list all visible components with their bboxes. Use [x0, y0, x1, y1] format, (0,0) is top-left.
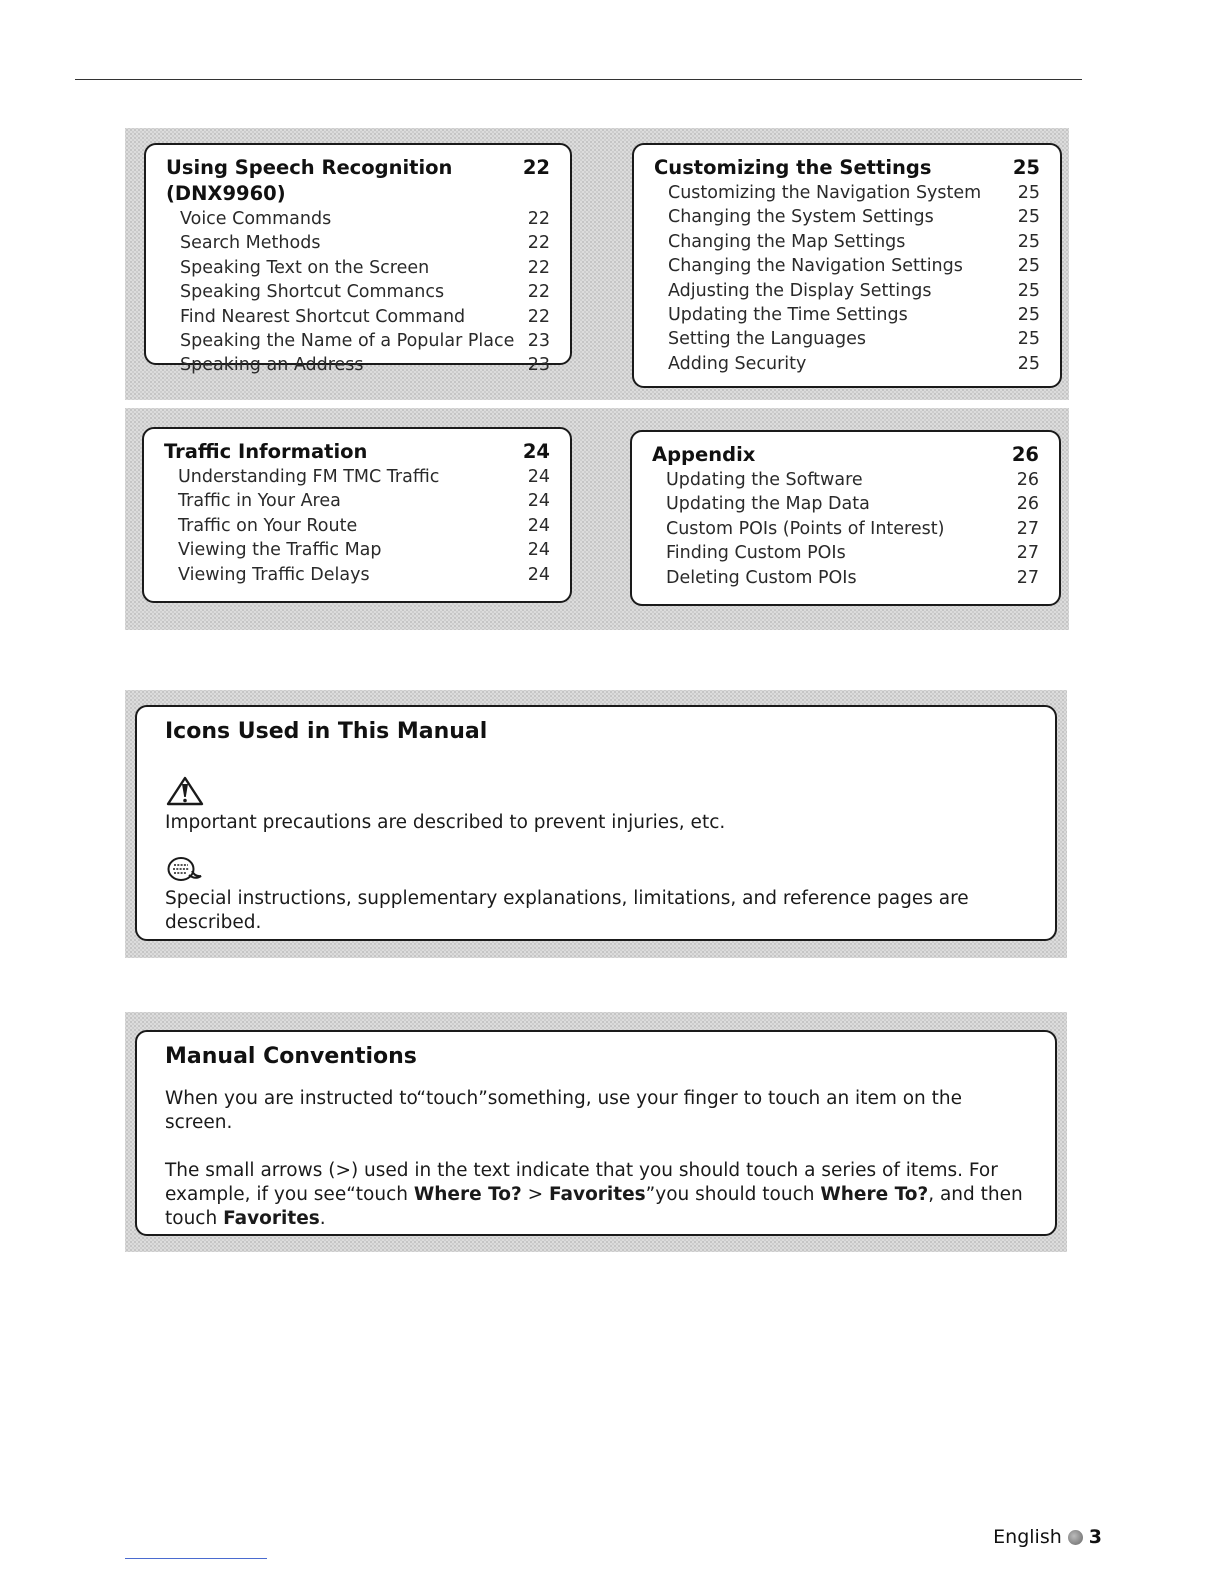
- toc-entry-page: 25: [1017, 256, 1040, 277]
- toc-entry-page: 25: [1017, 353, 1040, 374]
- toc-entry-label: Updating the Map Data: [666, 494, 870, 515]
- toc-entry-page: 25: [1017, 207, 1040, 228]
- toc-entry-page: 22: [527, 282, 550, 303]
- toc-entry-label: Traffic in Your Area: [178, 491, 341, 512]
- toc-entry-label: Adding Security: [668, 353, 807, 374]
- toc-heading-title: Using Speech Recognition (DNX9960): [166, 156, 453, 205]
- toc-heading-page: 26: [1011, 443, 1039, 466]
- toc-entry-label: Changing the System Settings: [668, 207, 934, 228]
- para2-bold-where-to: Where To?: [820, 1184, 929, 1205]
- toc-entry[interactable]: [164, 538, 550, 562]
- note-description: Special instructions, supplementary explanations, limitations, and reference pages are described.: [165, 888, 969, 933]
- warning-triangle-icon: [165, 775, 205, 807]
- toc-heading[interactable]: [652, 442, 1039, 468]
- toc-entry-label: Speaking Text on the Screen: [180, 257, 430, 278]
- toc-entry[interactable]: [654, 254, 1040, 278]
- para2-text: , and then touch: [165, 1184, 1023, 1229]
- icons-section-title: Icons Used in This Manual: [165, 719, 488, 744]
- toc-entry[interactable]: [164, 563, 550, 587]
- toc-entry[interactable]: [652, 541, 1039, 565]
- toc-entry[interactable]: [164, 465, 550, 489]
- para2-text: .: [319, 1208, 326, 1229]
- para2-text: ”you should touch: [645, 1184, 821, 1205]
- toc-entry-page: 23: [527, 331, 550, 352]
- toc-entry-label: Changing the Navigation Settings: [668, 256, 963, 277]
- toc-entry-page: 25: [1017, 305, 1040, 326]
- para2-text: The small arrows (>) used in the text indicate that you should touch a series of items. For example, if you see“touch: [165, 1160, 998, 1205]
- toc-entry-label: Viewing the Traffic Map: [178, 540, 382, 561]
- toc-entry[interactable]: [654, 327, 1040, 351]
- toc-entry-label: Voice Commands: [180, 209, 332, 229]
- para2-bold-where-to: Where To?: [413, 1184, 522, 1205]
- toc-entry-page: 24: [527, 564, 550, 585]
- icons-section: [135, 705, 1057, 941]
- toc-entry[interactable]: [654, 352, 1040, 376]
- para2-text: >: [521, 1184, 549, 1205]
- toc-entry-label: Updating the Software: [666, 470, 863, 490]
- toc-block-traffic: [142, 427, 572, 603]
- toc-entry[interactable]: [164, 489, 550, 513]
- toc-entry-page: 27: [1016, 518, 1039, 539]
- toc-entry-page: 22: [527, 209, 550, 229]
- conventions-section: [135, 1030, 1057, 1236]
- page-number: 3: [1088, 1526, 1102, 1548]
- toc-entry-label: Updating the Time Settings: [668, 305, 908, 326]
- caution-description: Important precautions are described to prevent injuries, etc.: [165, 812, 726, 833]
- toc-entry-page: 25: [1017, 280, 1040, 301]
- page-footer: [993, 1526, 1102, 1548]
- toc-entry[interactable]: [652, 492, 1039, 516]
- toc-entry-label: Setting the Languages: [668, 329, 866, 350]
- toc-entry-label: Adjusting the Display Settings: [668, 280, 932, 301]
- toc-entry-page: 23: [527, 355, 550, 376]
- toc-entry-label: Traffic on Your Route: [178, 515, 358, 536]
- toc-entry[interactable]: [654, 279, 1040, 303]
- toc-entry[interactable]: [166, 280, 550, 304]
- toc-entry-page: 24: [527, 467, 550, 487]
- toc-entry[interactable]: [164, 514, 550, 538]
- toc-entry-page: 25: [1017, 183, 1040, 203]
- toc-entry-page: 24: [527, 540, 550, 561]
- toc-heading[interactable]: [164, 439, 550, 465]
- toc-entry[interactable]: [654, 303, 1040, 327]
- note-bubble-icon: [165, 853, 205, 887]
- toc-entry[interactable]: [166, 329, 550, 353]
- toc-entry-label: Finding Custom POIs: [666, 543, 846, 564]
- toc-entry-page: 22: [527, 306, 550, 327]
- toc-entry-page: 25: [1017, 231, 1040, 252]
- bottom-rule: [125, 1558, 267, 1559]
- toc-entry[interactable]: [652, 468, 1039, 492]
- para2-bold-favorites: Favorites: [548, 1184, 646, 1205]
- toc-block-speech: [144, 143, 572, 376]
- toc-heading-title: Customizing the Settings: [654, 156, 932, 179]
- toc-entry-label: Find Nearest Shortcut Command: [180, 306, 466, 327]
- toc-entry-label: Viewing Traffic Delays: [178, 564, 370, 585]
- toc-entry[interactable]: [654, 181, 1040, 205]
- toc-entry[interactable]: [654, 230, 1040, 254]
- toc-heading[interactable]: [166, 155, 550, 207]
- toc-entry[interactable]: [652, 517, 1039, 541]
- toc-entry[interactable]: [166, 305, 550, 329]
- conventions-title: Manual Conventions: [165, 1044, 417, 1069]
- toc-entry-label: Custom POIs (Points of Interest): [666, 518, 945, 539]
- toc-entry[interactable]: [654, 205, 1040, 229]
- toc-entry-page: 24: [527, 515, 550, 536]
- toc-entry[interactable]: [166, 353, 550, 377]
- toc-entry-page: 26: [1016, 470, 1039, 490]
- toc-heading-page: 25: [1012, 156, 1040, 179]
- toc-entry-page: 26: [1016, 494, 1039, 515]
- toc-heading[interactable]: [654, 155, 1040, 181]
- toc-heading-title: Traffic Information: [164, 440, 368, 463]
- footer-language: English: [993, 1526, 1062, 1548]
- toc-entry[interactable]: [166, 207, 550, 231]
- toc-entry-label: Deleting Custom POIs: [666, 567, 857, 588]
- bullet-dot-icon: [1068, 1530, 1083, 1545]
- toc-heading-page: 24: [522, 440, 550, 463]
- toc-entry-label: Speaking the Name of a Popular Place: [180, 331, 515, 352]
- toc-entry-label: Customizing the Navigation System: [668, 183, 982, 203]
- toc-entry-label: Changing the Map Settings: [668, 231, 906, 252]
- toc-entry-label: Speaking an Address: [180, 355, 364, 376]
- top-rule: [75, 79, 1082, 80]
- toc-entry-page: 22: [527, 257, 550, 278]
- toc-block-appendix: [630, 430, 1061, 606]
- toc-entry-page: 25: [1017, 329, 1040, 350]
- toc-heading-page: 22: [522, 156, 550, 179]
- toc-entry-page: 22: [527, 233, 550, 254]
- toc-entry-page: 27: [1016, 567, 1039, 588]
- toc-entry[interactable]: [652, 566, 1039, 590]
- toc-block-settings: [632, 143, 1062, 388]
- toc-heading-title: Appendix: [652, 443, 756, 466]
- conventions-paragraph-2: [165, 1159, 1029, 1231]
- toc-entry[interactable]: [166, 231, 550, 255]
- toc-entry-label: Speaking Shortcut Commancs: [180, 282, 445, 303]
- toc-entry-page: 27: [1016, 543, 1039, 564]
- toc-entry-label: Understanding FM TMC Traffic: [178, 467, 440, 487]
- toc-entry[interactable]: [166, 256, 550, 280]
- conventions-paragraph-1: When you are instructed to“touch”something, use your finger to touch an item on the screen.: [165, 1088, 963, 1133]
- para2-bold-favorites: Favorites: [223, 1208, 320, 1229]
- toc-entry-page: 24: [527, 491, 550, 512]
- toc-entry-label: Search Methods: [180, 233, 321, 254]
